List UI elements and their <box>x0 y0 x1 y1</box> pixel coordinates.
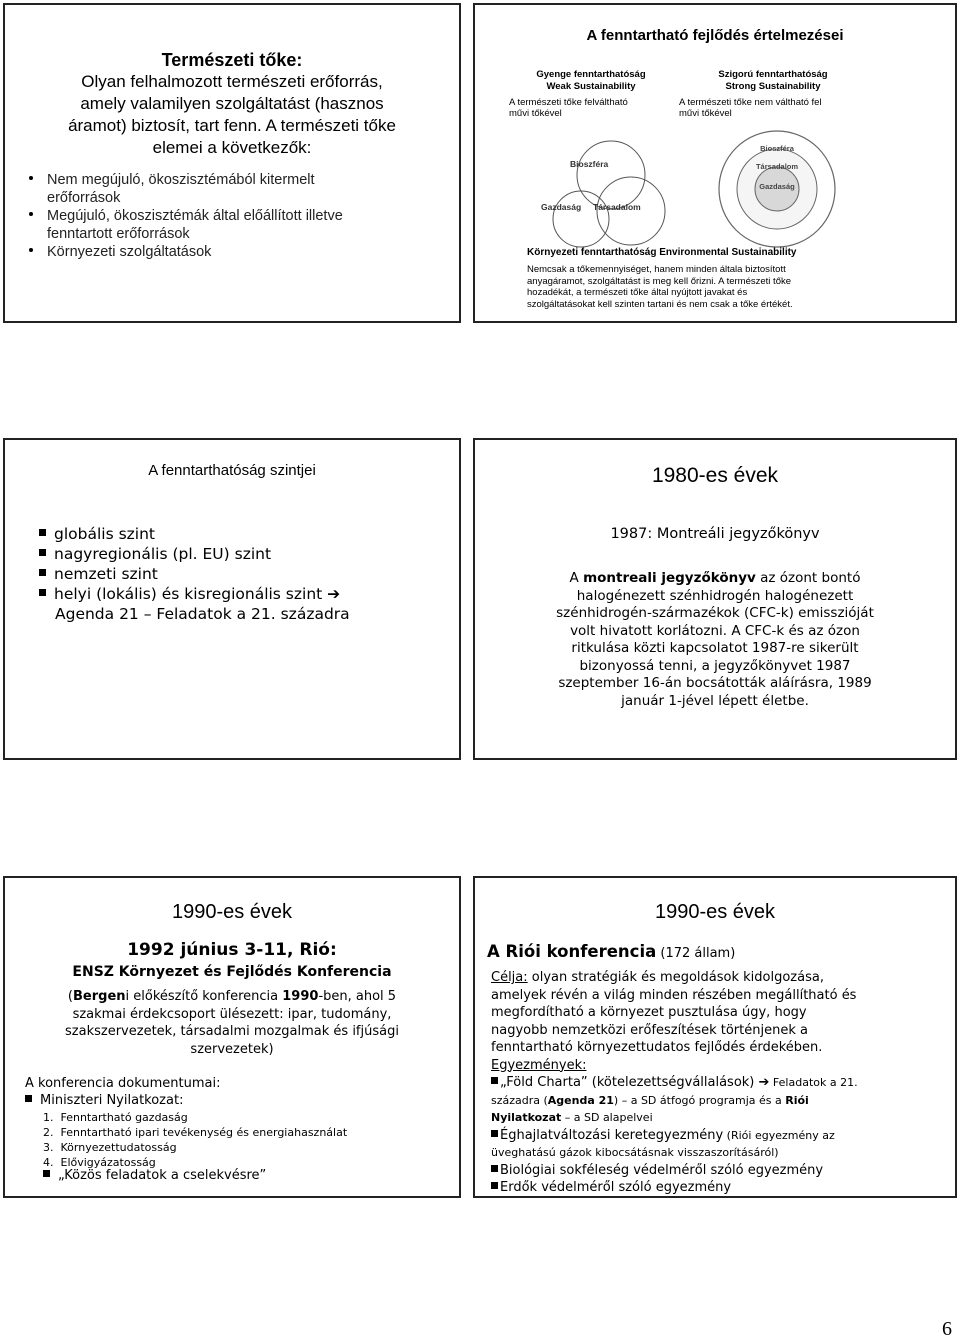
list-item: Biológiai sokféleség védelméről szóló egyezmény <box>491 1162 858 1180</box>
slide-title: A fenntarthatóság szintjei <box>148 462 316 479</box>
weak-description: művi tőkével <box>509 108 562 119</box>
montreal-text-line: szeptember 16-án bocsátották aláírásra, 1989 <box>558 675 872 691</box>
definition-line: amely valamilyen szolgáltatást (hasznos <box>80 94 384 113</box>
arrow-icon: ➔ <box>758 1075 770 1090</box>
list-item: nagyregionális (pl. EU) szint <box>39 544 350 564</box>
list-item-continued: századra (Agenda 21) – a SD átfogó programja és a Riói <box>491 1093 809 1107</box>
list-item: 2. Fenntartható ipari tevékenység és energiahasználat <box>43 1126 348 1139</box>
strong-title-en: Strong Sustainability <box>725 81 821 92</box>
list-item: Éghajlatváltozási keretegyezmény (Riói egyezmény az <box>491 1127 858 1145</box>
rio-subheading: ENSZ Környezet és Fejlődés Konferencia <box>72 964 392 980</box>
montreal-subtitle: 1987: Montreáli jegyzőkönyv <box>610 526 820 542</box>
strong-description: művi tőkével <box>679 108 732 119</box>
slide-1980s <box>473 438 957 760</box>
weak-title-en: Weak Sustainability <box>546 81 636 92</box>
slide-sustainability-interpretations <box>473 3 957 323</box>
society-label: Társadalom <box>593 202 641 212</box>
agreements-list <box>491 1074 858 1197</box>
list-item: Megújuló, ökoszisztémák által előállított illetve <box>29 207 343 225</box>
slide-1990s-rio <box>3 876 461 1198</box>
environmental-sustainability-title: Környezeti fenntarthatóság Environmental Sustainability <box>527 247 797 258</box>
list-item: Erdők védelméről szóló egyezmény <box>491 1179 858 1197</box>
weak-description: A természeti tőke felváltható <box>509 97 628 108</box>
bergen-line: szervezetek) <box>190 1041 274 1057</box>
montreal-text-line: bizonyossá tenni, a jegyzőkönyvet 1987 <box>579 657 851 674</box>
list-item-continued: erőforrások <box>47 190 121 206</box>
society-label: Társadalom <box>755 162 799 171</box>
rio-conference-heading: A Riói konferencia (172 állam) <box>487 942 736 961</box>
biosphere-label: Bioszféra <box>760 144 794 153</box>
documents-label: A konferencia dokumentumai: <box>25 1076 221 1091</box>
strong-title: Szigorú fenntarthatóság <box>718 69 828 80</box>
montreal-text-line: halogénezett szénhidrogén halogénezett <box>576 587 854 604</box>
weak-sustainability-venn <box>531 137 691 249</box>
biosphere-label: Bioszféra <box>570 159 609 169</box>
weak-title: Gyenge fenntarthatóság <box>536 69 646 80</box>
list-item: „Föld Charta” (kötelezettségvállalások) ➔ Feladatok a 21. <box>491 1074 858 1092</box>
levels-list <box>39 524 350 624</box>
bergen-line: (Bergeni előkészítő konferencia 1990-ben, ahol 5 <box>67 989 397 1004</box>
agenda-line: Agenda 21 – Feladatok a 21. századra <box>55 605 350 623</box>
env-text-line: szolgáltatásokat kell szinten tartani és nem csak a tőke értékét. <box>527 298 793 310</box>
definition-line: Olyan felhalmozott természeti erőforrás, <box>81 72 383 91</box>
montreal-text-line: volt hivatott korlátozni. A CFC-k és az ózon <box>570 622 860 639</box>
rio-heading: 1992 június 3-11, Rió: <box>127 940 337 960</box>
montreal-lead: A montreali jegyzőkönyv az ózont bontó <box>569 570 861 586</box>
bergen-line: szakmai érdekcsoport ülésezett: ipar, tudomány, <box>72 1006 392 1022</box>
economy-circle <box>553 191 609 247</box>
strong-description: A természeti tőke nem váltható fel <box>679 97 822 108</box>
env-text-line: hozadékát, a természeti tőke által nyújtott javakat és <box>527 287 748 298</box>
list-item: Környezeti szolgáltatások <box>29 243 343 261</box>
economy-label: Gazdaság <box>541 202 582 212</box>
list-item: Nem megújuló, ökoszisztémából kitermelt <box>29 171 343 189</box>
minister-declaration: Miniszteri Nyilatkozat: <box>25 1092 220 1109</box>
slide-title: 1990-es évek <box>654 901 776 923</box>
list-item: globális szint <box>39 524 350 544</box>
page-number: 6 <box>942 1318 952 1340</box>
natural-capital-title: Természeti tőke: <box>161 50 303 70</box>
slide-title: A fenntartható fejlődés értelmezései <box>586 27 844 44</box>
goal-line: megfordítható a környezet pusztulása úgy, hogy <box>491 1005 807 1020</box>
goal-line: Célja: olyan stratégiák és megoldások kidolgozása, <box>491 970 824 985</box>
list-item: 4. Elővigyázatosság <box>43 1156 156 1169</box>
env-text-line: Nemcsak a tőkemennyiséget, hanem minden általa biztosított <box>527 264 786 275</box>
common-tasks: „Közös feladatok a cselekvésre” <box>43 1168 266 1183</box>
list-item: helyi (lokális) és kisregionális szint ➔ <box>39 584 350 604</box>
economy-label: Gazdaság <box>759 182 795 191</box>
list-item: 3. Környezettudatosság <box>43 1141 177 1154</box>
montreal-text-line: szénhidrogén-származékok (CFC-k) emisszióját <box>556 605 874 621</box>
env-text-line: anyagáramot, szolgáltatást is meg kell őrizni. A természeti tőke <box>527 275 792 287</box>
list-item-continued: üveghatású gázok kibocsátásnak visszaszorításáról) <box>491 1146 779 1159</box>
definition-line: elemei a következők: <box>152 138 312 157</box>
resource-list <box>29 171 343 261</box>
bergen-line: szakszervezetek, társadalmi mozgalmak és ifjúsági <box>65 1024 399 1039</box>
montreal-text-line: ritkulása közti kapcsolatot 1987-re sikerült <box>571 640 859 656</box>
agreements-label: Egyezmények: <box>491 1057 587 1073</box>
list-item: nemzeti szint <box>39 564 350 584</box>
slide-natural-capital <box>3 3 461 323</box>
slide-sustainability-levels <box>3 438 461 760</box>
declaration-list <box>43 1110 347 1170</box>
slide-title: 1980-es évek <box>651 464 779 487</box>
list-item-continued: fenntartott erőforrások <box>47 226 190 242</box>
slide-1990s-rio-conference <box>473 876 957 1198</box>
arrow-icon: ➔ <box>327 585 341 603</box>
goal-line: nagyobb nemzetközi erőfeszítések történjenek a <box>491 1022 808 1038</box>
list-item: 1. Fenntartható gazdaság <box>43 1111 188 1124</box>
slide-title: 1990-es évek <box>171 901 293 923</box>
montreal-text-line: január 1-jével lépett életbe. <box>621 692 809 709</box>
goal-line: amelyek révén a világ minden részében megállítható és <box>491 987 857 1003</box>
goal-line: fenntartható környezettudatos fejlődés érdekében. <box>491 1040 823 1055</box>
biosphere-circle <box>577 141 645 209</box>
list-item-continued: Nyilatkozat – a SD alapelvei <box>491 1111 653 1124</box>
definition-line: áramot) biztosít, tart fenn. A természeti tőke <box>68 116 396 135</box>
